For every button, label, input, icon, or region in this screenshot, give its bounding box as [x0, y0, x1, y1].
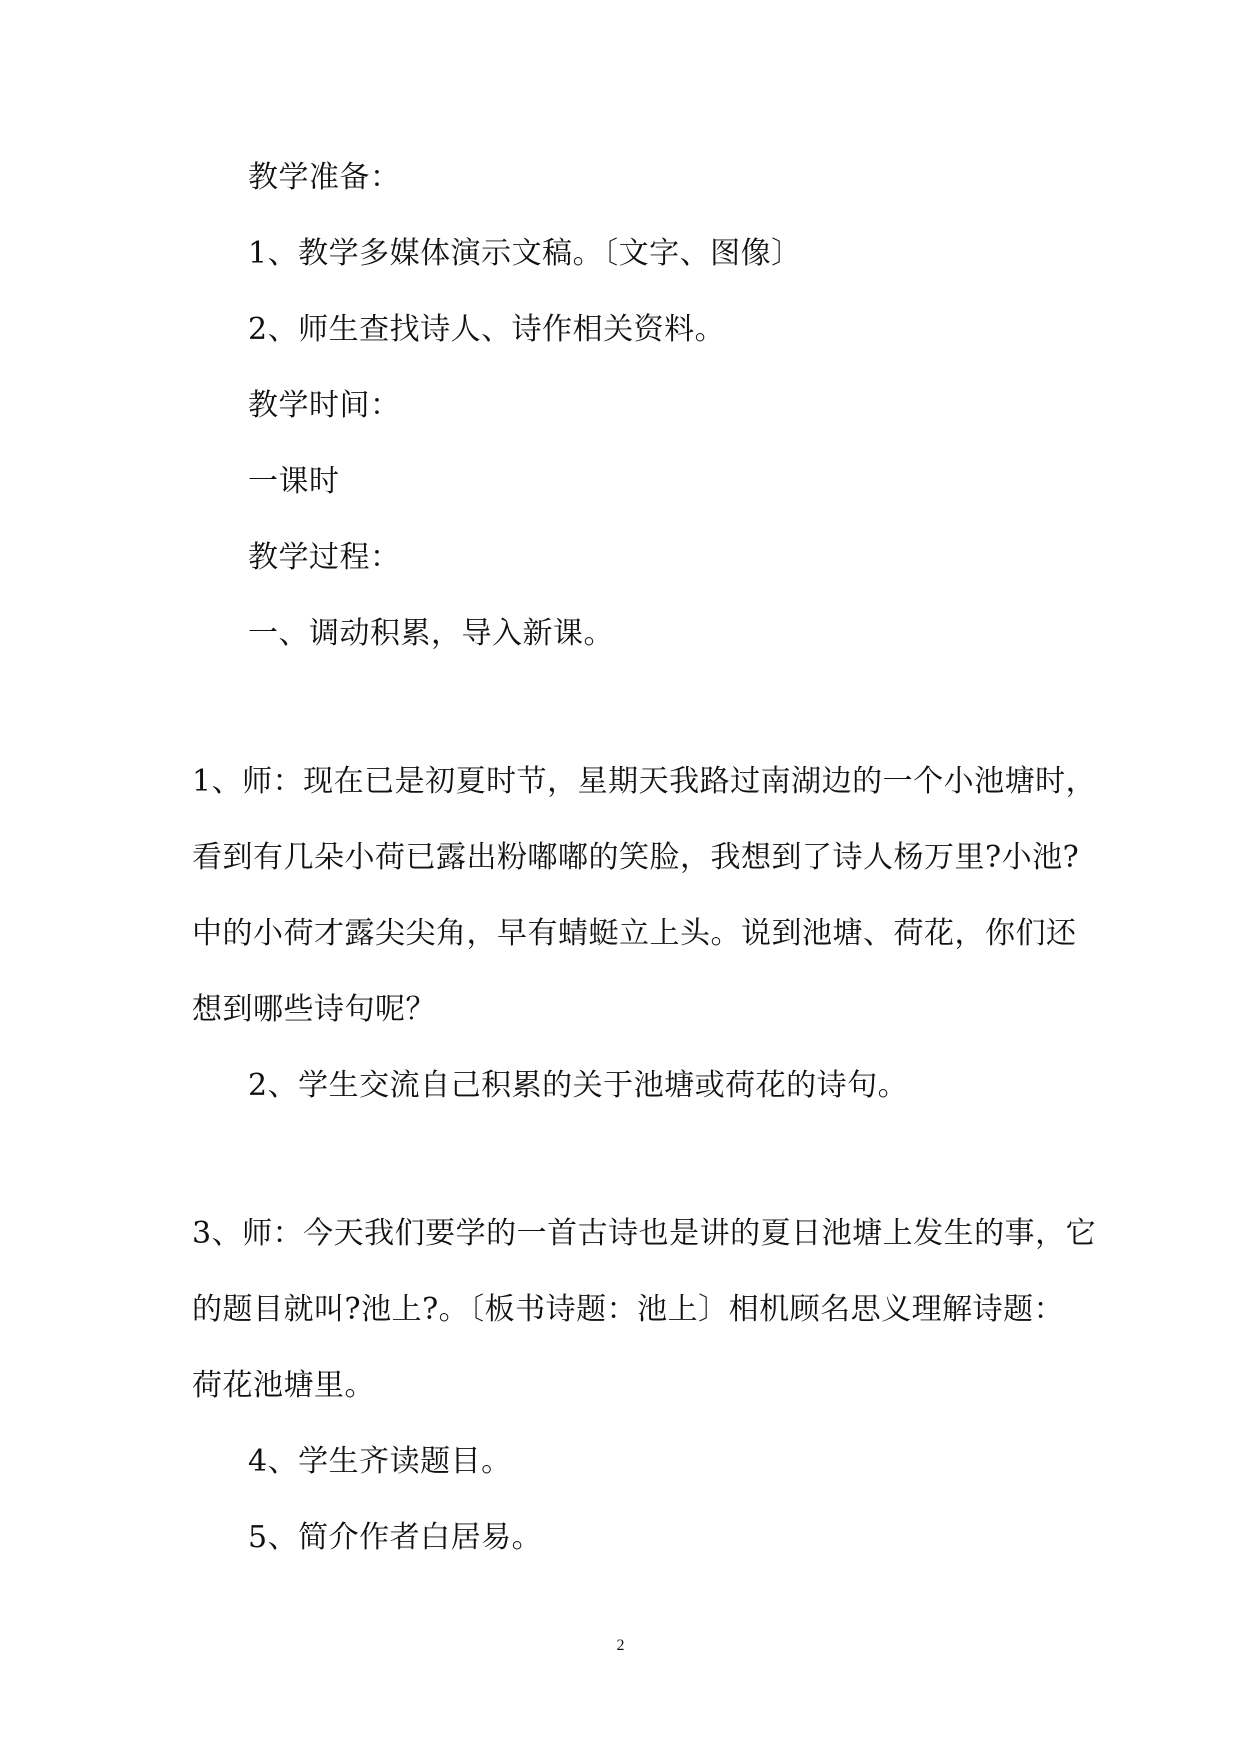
paragraph-line: 3、师：今天我们要学的一首古诗也是讲的夏日池塘上发生的事，它 [192, 1216, 1097, 1251]
page-number: 2 [616, 1637, 625, 1654]
paragraph-line: 1、师：现在已是初夏时节，星期天我路过南湖边的一个小池塘时， [192, 764, 1097, 799]
section-heading-process: 教学过程： [248, 540, 401, 575]
paragraph-line: 荷花池塘里。 [192, 1368, 375, 1403]
paragraph-line: 中的小荷才露尖尖角，早有蜻蜓立上头。说到池塘、荷花，你们还 [192, 916, 1077, 951]
paragraph-line: 一课时 [248, 464, 340, 499]
paragraph-line: 5、简介作者白居易。 [248, 1520, 543, 1555]
paragraph-line: 想到哪些诗句呢？ [192, 992, 436, 1027]
paragraph-line: 的题目就叫?池上?。〔板书诗题：池上〕相机顾名思义理解诗题： [192, 1292, 1065, 1327]
paragraph-line: 2、学生交流自己积累的关于池塘或荷花的诗句。 [248, 1068, 909, 1103]
paragraph-line: 1、教学多媒体演示文稿。〔文字、图像〕 [248, 236, 802, 271]
section-heading-time: 教学时间： [248, 388, 401, 423]
subsection-heading: 一、调动积累，导入新课。 [248, 616, 614, 651]
section-heading-preparation: 教学准备： [248, 160, 401, 195]
paragraph-line: 看到有几朵小荷已露出粉嘟嘟的笑脸，我想到了诗人杨万里?小池? [192, 840, 1080, 875]
paragraph-line: 2、师生查找诗人、诗作相关资料。 [248, 312, 726, 347]
paragraph-line: 4、学生齐读题目。 [248, 1444, 512, 1479]
